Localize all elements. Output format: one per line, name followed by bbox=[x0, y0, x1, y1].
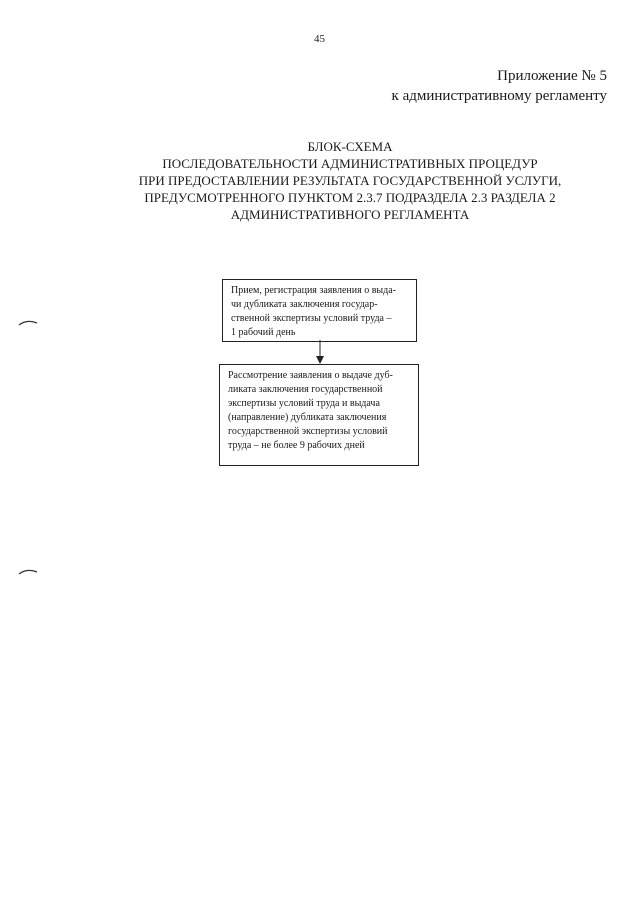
step-text-line: 1 рабочий день bbox=[231, 327, 296, 338]
step-text-line: государственной экспертизы условий bbox=[228, 426, 388, 437]
hole-punch-mark bbox=[18, 567, 38, 577]
flowchart-step-2 bbox=[219, 364, 419, 466]
step-text-line: (направление) дубликата заключения bbox=[228, 412, 387, 423]
appendix-header bbox=[392, 66, 607, 106]
appendix-subtitle: к административному регламенту bbox=[391, 88, 607, 104]
step-text-line: Рассмотрение заявления о выдаче дуб- bbox=[228, 370, 393, 381]
document-title bbox=[100, 138, 600, 223]
title-line: АДМИНИСТРАТИВНОГО РЕГЛАМЕНТА bbox=[230, 207, 470, 222]
title-line: ПРИ ПРЕДОСТАВЛЕНИИ РЕЗУЛЬТАТА ГОСУДАРСТВЕННОЙ УСЛУГИ, bbox=[138, 173, 562, 188]
appendix-title: Приложение № 5 bbox=[497, 68, 607, 84]
flow-arrow-down bbox=[310, 340, 330, 366]
step-text-line: экспертизы условий труда и выдача bbox=[228, 398, 380, 409]
page-number: 45 bbox=[314, 33, 325, 45]
title-line: ПОСЛЕДОВАТЕЛЬНОСТИ АДМИНИСТРАТИВНЫХ ПРОЦЕДУР bbox=[162, 156, 538, 171]
flowchart-step-1 bbox=[222, 279, 417, 342]
title-line: ПРЕДУСМОТРЕННОГО ПУНКТОМ 2.3.7 ПОДРАЗДЕЛА 2.3 РАЗДЕЛА 2 bbox=[144, 190, 556, 205]
step-text-line: чи дубликата заключения государ- bbox=[231, 299, 378, 310]
step-text-line: ственной экспертизы условий труда – bbox=[231, 313, 392, 324]
hole-punch-mark bbox=[18, 318, 38, 328]
step-text-line: ликата заключения государственной bbox=[228, 384, 383, 395]
step-text-line: труда – не более 9 рабочих дней bbox=[228, 440, 365, 451]
title-line: БЛОК-СХЕМА bbox=[307, 139, 393, 154]
step-text-line: Прием, регистрация заявления о выда- bbox=[231, 285, 397, 296]
